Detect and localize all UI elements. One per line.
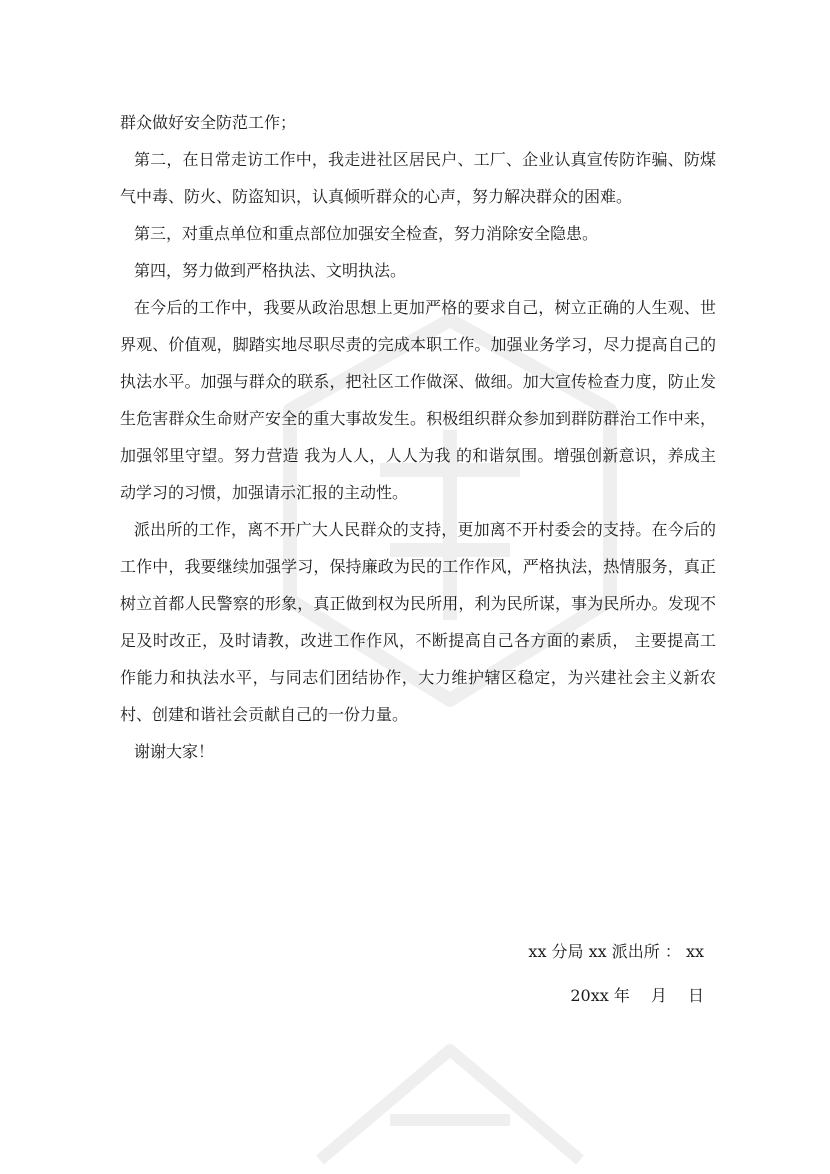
paragraph-station-work: 派出所的工作，离不开广大人民群众的支持，更加离不开村委会的支持。在今后的工作中，我要继续加强学习，保持廉政为民的工作作风，严格执法，热情服务，真正树立首都人民警察的形象，真正做到权为民所用，利为民所谋，事为民所办。发现不足及时改正，及时请教，改进工作作风，不断提高自己各方面的素质， 主要提高工作能力和执法水平，与同志们团结协作，大力维护辖区稳定，为兴建社会主义新农村、创建和谐社会贡献自己的一份力量。 (120, 520, 716, 724)
paragraph-third-point: 第三，对重点单位和重点部位加强安全检查，努力消除安全隐患。 (134, 224, 599, 243)
closing-thanks: 谢谢大家！ (134, 742, 215, 761)
paragraph-continued: 群众做好安全防范工作； (120, 113, 297, 132)
paragraph-second-point: 第二，在日常走访工作中，我走进社区居民户、工厂、企业认真宣传防诈骗、防煤气中毒、防火、防盗知识，认真倾听群众的心声，努力解决群众的困难。 (120, 150, 716, 206)
signature-date: 20xx 年 月 日 (570, 986, 704, 1005)
document-body (120, 104, 716, 770)
paragraph-fourth-point: 第四，努力做到严格执法、文明执法。 (134, 261, 407, 280)
signature-organization: xx 分局 xx 派出所 ： xx (528, 942, 704, 961)
watermark-graphic-bottom (300, 1030, 600, 1170)
paragraph-future-work: 在今后的工作中，我要从政治思想上更加严格的要求自己，树立正确的人生观、世界观、价值观，脚踏实地尽职尽责的完成本职工作。加强业务学习，尽力提高自己的执法水平。加强与群众的联系，把社区工作做深、做细。加大宣传检查力度，防止发生危害群众生命财产安全的重大事故发生。积极组织群众参加到群防群治工作中来，加强邻里守望。努力营造 我为人人，人人为我 的和谐氛围。增强创新意识，养成主动学习的习惯，加强请示汇报的主动性。 (120, 298, 716, 502)
